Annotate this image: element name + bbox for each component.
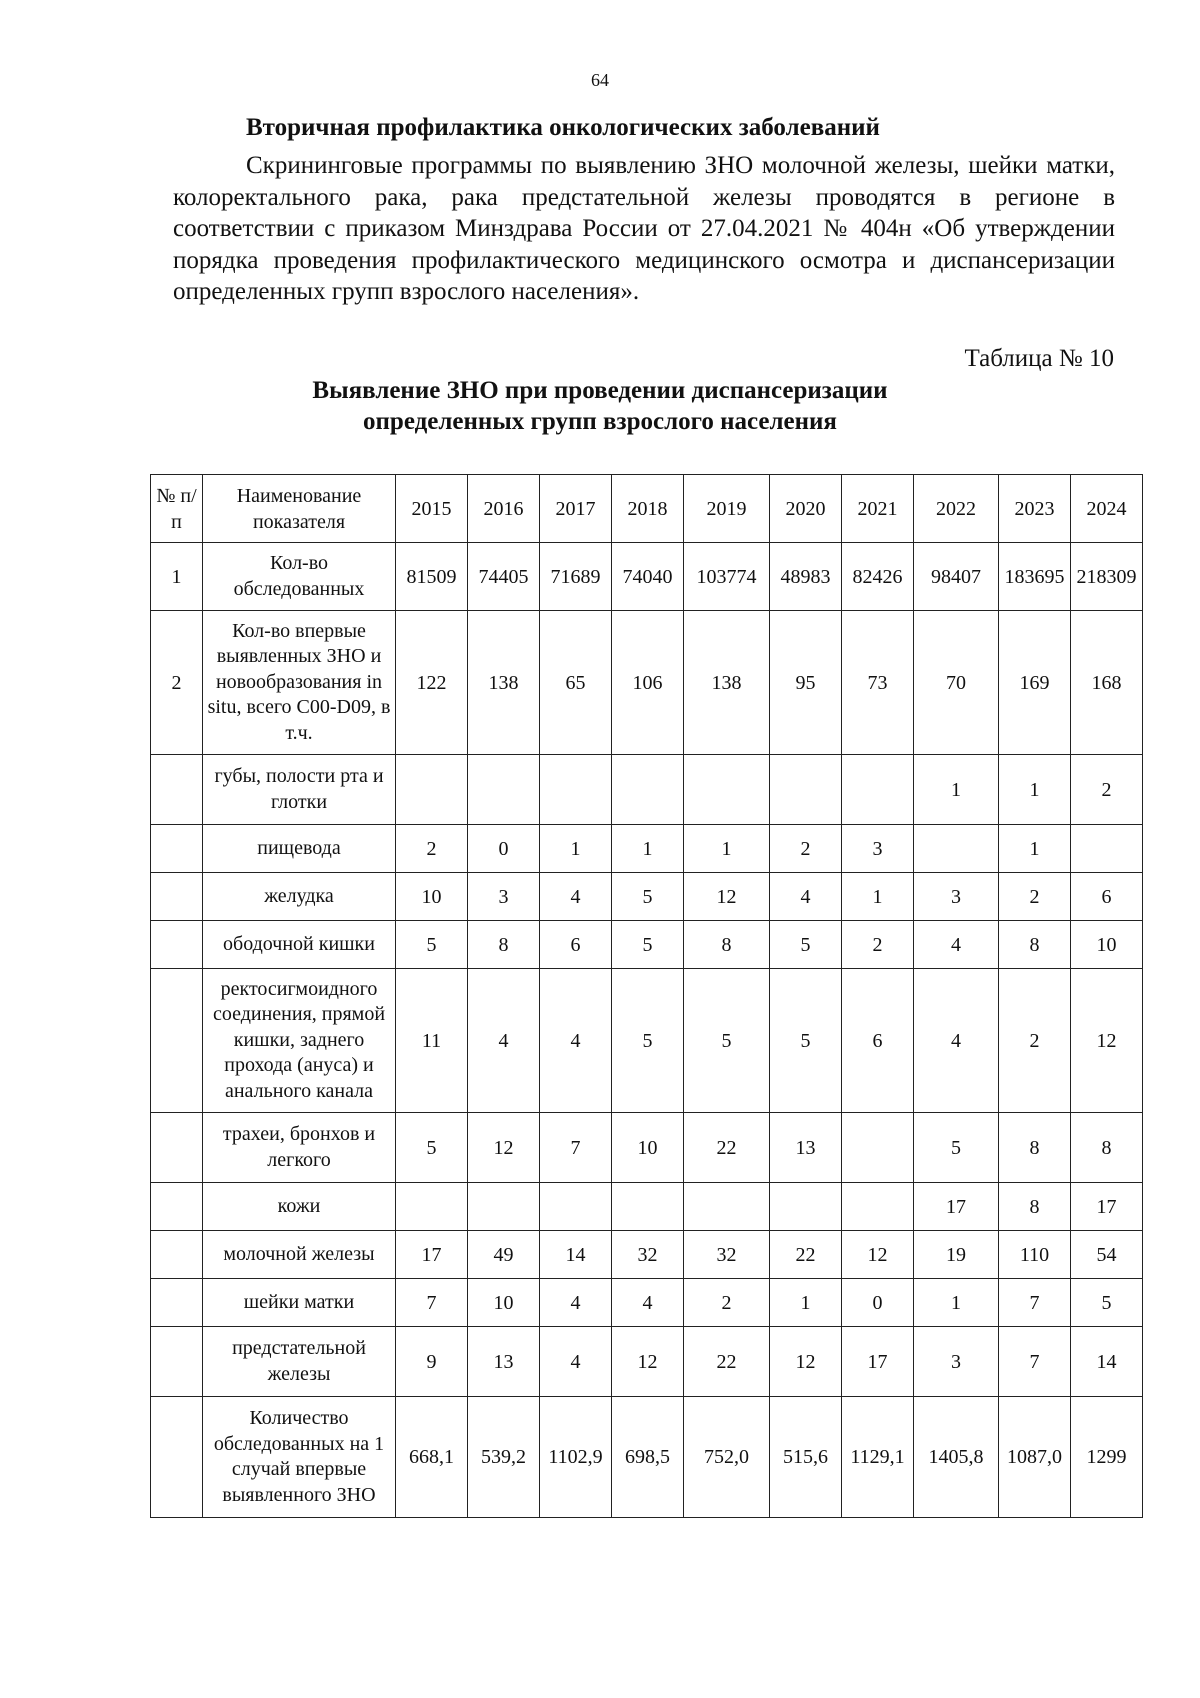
value-cell: 10 xyxy=(612,1113,684,1183)
value-cell: 17 xyxy=(1071,1183,1143,1231)
value-cell: 5 xyxy=(612,873,684,921)
value-cell: 6 xyxy=(540,921,612,969)
value-cell: 22 xyxy=(684,1327,770,1397)
value-cell: 5 xyxy=(770,969,842,1113)
row-number xyxy=(151,921,203,969)
value-cell: 8 xyxy=(468,921,540,969)
value-cell: 2 xyxy=(842,921,914,969)
value-cell: 6 xyxy=(842,969,914,1113)
value-cell xyxy=(396,755,468,825)
value-cell: 32 xyxy=(684,1231,770,1279)
row-number xyxy=(151,969,203,1113)
value-cell: 122 xyxy=(396,611,468,755)
value-cell: 17 xyxy=(396,1231,468,1279)
indicator-name: ректосигмоидного соединения, прямой кишки, заднего прохода (ануса) и анального канала xyxy=(203,969,396,1113)
value-cell: 4 xyxy=(612,1279,684,1327)
table-row xyxy=(151,873,1143,921)
table-row xyxy=(151,1327,1143,1397)
value-cell: 4 xyxy=(468,969,540,1113)
value-cell: 48983 xyxy=(770,543,842,611)
header-year: 2021 xyxy=(842,475,914,543)
row-number xyxy=(151,1183,203,1231)
header-year: 2016 xyxy=(468,475,540,543)
value-cell: 5 xyxy=(396,1113,468,1183)
value-cell: 169 xyxy=(999,611,1071,755)
value-cell: 8 xyxy=(999,1183,1071,1231)
value-cell: 12 xyxy=(1071,969,1143,1113)
value-cell: 106 xyxy=(612,611,684,755)
value-cell: 1087,0 xyxy=(999,1397,1071,1518)
value-cell: 5 xyxy=(612,921,684,969)
value-cell: 0 xyxy=(468,825,540,873)
value-cell: 1102,9 xyxy=(540,1397,612,1518)
value-cell: 4 xyxy=(914,921,999,969)
value-cell: 1 xyxy=(842,873,914,921)
row-number xyxy=(151,1231,203,1279)
header-num: № п/п xyxy=(151,475,203,543)
value-cell: 0 xyxy=(842,1279,914,1327)
value-cell: 22 xyxy=(770,1231,842,1279)
table-row xyxy=(151,1397,1143,1518)
value-cell xyxy=(684,1183,770,1231)
row-number xyxy=(151,1279,203,1327)
value-cell: 12 xyxy=(612,1327,684,1397)
value-cell xyxy=(842,1183,914,1231)
value-cell: 103774 xyxy=(684,543,770,611)
value-cell: 1 xyxy=(914,755,999,825)
value-cell: 49 xyxy=(468,1231,540,1279)
value-cell: 2 xyxy=(999,969,1071,1113)
table-row xyxy=(151,543,1143,611)
value-cell: 7 xyxy=(540,1113,612,1183)
value-cell: 8 xyxy=(999,921,1071,969)
header-year: 2015 xyxy=(396,475,468,543)
value-cell: 1 xyxy=(770,1279,842,1327)
row-number xyxy=(151,1397,203,1518)
value-cell: 2 xyxy=(396,825,468,873)
value-cell: 17 xyxy=(842,1327,914,1397)
table-row xyxy=(151,921,1143,969)
value-cell: 32 xyxy=(612,1231,684,1279)
indicator-name: Количество обследованных на 1 случай впервые выявленного ЗНО xyxy=(203,1397,396,1518)
value-cell: 110 xyxy=(999,1231,1071,1279)
value-cell: 14 xyxy=(1071,1327,1143,1397)
value-cell xyxy=(1071,825,1143,873)
value-cell: 1 xyxy=(612,825,684,873)
value-cell: 8 xyxy=(1071,1113,1143,1183)
value-cell xyxy=(396,1183,468,1231)
row-number xyxy=(151,825,203,873)
value-cell: 7 xyxy=(396,1279,468,1327)
header-year: 2024 xyxy=(1071,475,1143,543)
row-number xyxy=(151,1113,203,1183)
value-cell: 95 xyxy=(770,611,842,755)
value-cell: 1 xyxy=(684,825,770,873)
value-cell: 4 xyxy=(914,969,999,1113)
value-cell: 19 xyxy=(914,1231,999,1279)
table-row xyxy=(151,611,1143,755)
value-cell: 3 xyxy=(468,873,540,921)
value-cell: 183695 xyxy=(999,543,1071,611)
value-cell: 8 xyxy=(999,1113,1071,1183)
value-cell: 98407 xyxy=(914,543,999,611)
value-cell: 539,2 xyxy=(468,1397,540,1518)
header-year: 2023 xyxy=(999,475,1071,543)
indicator-name: кожи xyxy=(203,1183,396,1231)
value-cell: 54 xyxy=(1071,1231,1143,1279)
indicator-name: трахеи, бронхов и легкого xyxy=(203,1113,396,1183)
value-cell: 4 xyxy=(770,873,842,921)
section-heading: Вторичная профилактика онкологических заболеваний xyxy=(246,114,880,141)
value-cell: 4 xyxy=(540,873,612,921)
table-header-row xyxy=(151,475,1143,543)
value-cell: 12 xyxy=(468,1113,540,1183)
value-cell: 17 xyxy=(914,1183,999,1231)
value-cell: 1 xyxy=(999,755,1071,825)
table-row xyxy=(151,1113,1143,1183)
value-cell xyxy=(612,755,684,825)
header-year: 2018 xyxy=(612,475,684,543)
value-cell: 5 xyxy=(396,921,468,969)
table-row xyxy=(151,1231,1143,1279)
value-cell xyxy=(770,755,842,825)
table-title-line-2: определенных групп взрослого населения xyxy=(363,408,837,435)
value-cell: 4 xyxy=(540,969,612,1113)
table-title xyxy=(0,375,1200,437)
indicator-name: желудка xyxy=(203,873,396,921)
value-cell: 12 xyxy=(770,1327,842,1397)
indicator-name: шейки матки xyxy=(203,1279,396,1327)
value-cell: 7 xyxy=(999,1327,1071,1397)
value-cell: 218309 xyxy=(1071,543,1143,611)
value-cell: 4 xyxy=(540,1327,612,1397)
row-number xyxy=(151,1327,203,1397)
value-cell: 1129,1 xyxy=(842,1397,914,1518)
value-cell: 4 xyxy=(540,1279,612,1327)
value-cell: 12 xyxy=(684,873,770,921)
value-cell: 2 xyxy=(684,1279,770,1327)
indicator-name: предстательной железы xyxy=(203,1327,396,1397)
value-cell: 73 xyxy=(842,611,914,755)
value-cell: 168 xyxy=(1071,611,1143,755)
value-cell: 1 xyxy=(914,1279,999,1327)
header-year: 2019 xyxy=(684,475,770,543)
value-cell: 10 xyxy=(1071,921,1143,969)
value-cell: 668,1 xyxy=(396,1397,468,1518)
header-year: 2022 xyxy=(914,475,999,543)
value-cell: 5 xyxy=(914,1113,999,1183)
indicator-name: пищевода xyxy=(203,825,396,873)
value-cell: 2 xyxy=(1071,755,1143,825)
value-cell: 12 xyxy=(842,1231,914,1279)
value-cell: 14 xyxy=(540,1231,612,1279)
value-cell: 13 xyxy=(468,1327,540,1397)
page-number: 64 xyxy=(591,70,609,90)
screening-results-table xyxy=(150,474,1143,1518)
value-cell: 65 xyxy=(540,611,612,755)
value-cell xyxy=(914,825,999,873)
value-cell: 7 xyxy=(999,1279,1071,1327)
row-number: 2 xyxy=(151,611,203,755)
table-title-line-1: Выявление ЗНО при проведении диспансеризации xyxy=(312,377,888,404)
value-cell: 74040 xyxy=(612,543,684,611)
table-label: Таблица № 10 xyxy=(964,345,1114,372)
value-cell: 22 xyxy=(684,1113,770,1183)
value-cell: 74405 xyxy=(468,543,540,611)
value-cell: 3 xyxy=(914,1327,999,1397)
value-cell: 1 xyxy=(999,825,1071,873)
row-number xyxy=(151,755,203,825)
value-cell: 515,6 xyxy=(770,1397,842,1518)
value-cell xyxy=(842,755,914,825)
value-cell: 1 xyxy=(540,825,612,873)
indicator-name: ободочной кишки xyxy=(203,921,396,969)
value-cell: 11 xyxy=(396,969,468,1113)
table-row xyxy=(151,969,1143,1113)
value-cell: 5 xyxy=(770,921,842,969)
header-year: 2020 xyxy=(770,475,842,543)
value-cell xyxy=(540,755,612,825)
value-cell: 9 xyxy=(396,1327,468,1397)
value-cell xyxy=(468,755,540,825)
header-year: 2017 xyxy=(540,475,612,543)
value-cell: 70 xyxy=(914,611,999,755)
indicator-name: Кол-во впервые выявленных ЗНО и новообразования in situ, всего С00-D09, в т.ч. xyxy=(203,611,396,755)
value-cell: 3 xyxy=(842,825,914,873)
value-cell: 138 xyxy=(684,611,770,755)
value-cell: 5 xyxy=(612,969,684,1113)
value-cell: 8 xyxy=(684,921,770,969)
value-cell xyxy=(684,755,770,825)
indicator-name: молочной железы xyxy=(203,1231,396,1279)
value-cell: 1405,8 xyxy=(914,1397,999,1518)
value-cell: 6 xyxy=(1071,873,1143,921)
table-row xyxy=(151,1279,1143,1327)
indicator-name: губы, полости рта и глотки xyxy=(203,755,396,825)
value-cell xyxy=(612,1183,684,1231)
intro-paragraph: Скрининговые программы по выявлению ЗНО молочной железы, шейки матки, колоректального рака, рака предстательной железы проводятся в регионе в соответствии с приказом Минздрава России от 27.04.2021 № 404н «Об утверждении порядка проведения профилактического медицинского осмотра и диспансеризации определенных групп взрослого населения». xyxy=(173,152,1115,306)
table-row xyxy=(151,825,1143,873)
row-number xyxy=(151,873,203,921)
value-cell: 71689 xyxy=(540,543,612,611)
value-cell: 5 xyxy=(1071,1279,1143,1327)
value-cell: 752,0 xyxy=(684,1397,770,1518)
table-row xyxy=(151,1183,1143,1231)
row-number: 1 xyxy=(151,543,203,611)
value-cell: 10 xyxy=(396,873,468,921)
value-cell: 5 xyxy=(684,969,770,1113)
header-name: Наименование показателя xyxy=(203,475,396,543)
value-cell: 138 xyxy=(468,611,540,755)
value-cell xyxy=(540,1183,612,1231)
value-cell: 2 xyxy=(999,873,1071,921)
value-cell: 82426 xyxy=(842,543,914,611)
value-cell: 3 xyxy=(914,873,999,921)
value-cell: 698,5 xyxy=(612,1397,684,1518)
table-row xyxy=(151,755,1143,825)
value-cell xyxy=(842,1113,914,1183)
value-cell: 13 xyxy=(770,1113,842,1183)
value-cell xyxy=(468,1183,540,1231)
value-cell: 81509 xyxy=(396,543,468,611)
value-cell: 2 xyxy=(770,825,842,873)
value-cell xyxy=(770,1183,842,1231)
value-cell: 10 xyxy=(468,1279,540,1327)
value-cell: 1299 xyxy=(1071,1397,1143,1518)
indicator-name: Кол-во обследованных xyxy=(203,543,396,611)
